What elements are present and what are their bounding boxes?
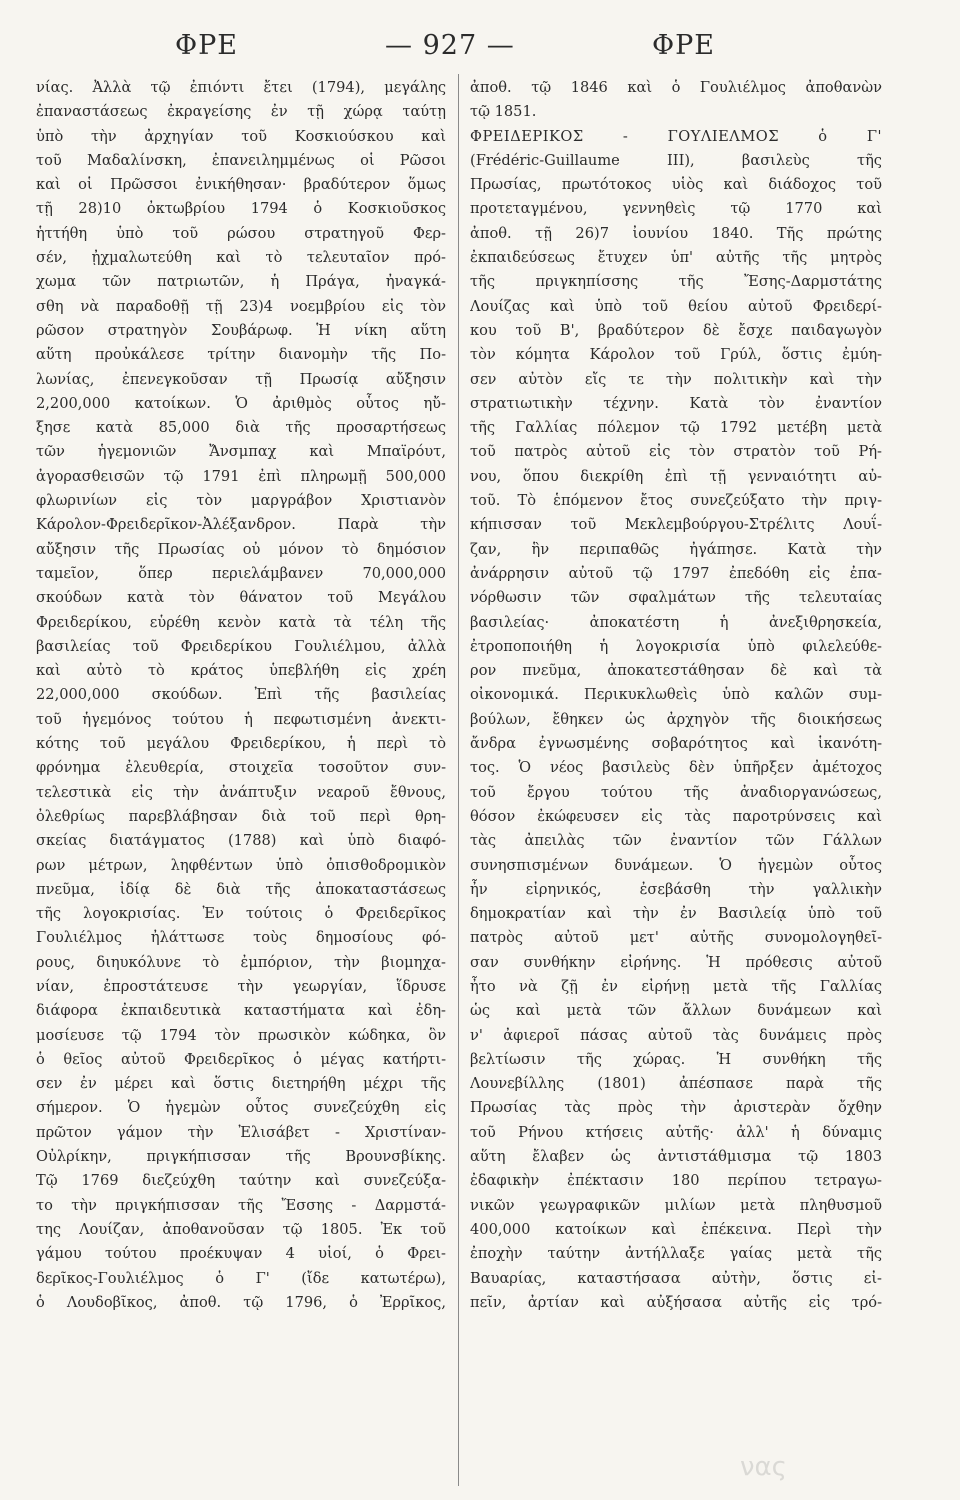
text-line: ἡττήθη ὑπὸ τοῦ ρώσου στρατηγοῦ Φερ- [36, 224, 446, 242]
text-line: Φρειδερίκου, εὑρέθη κενὸν κατὰ τὰ τέλη τῆς [36, 613, 446, 631]
text-line: τος. Ὁ νέος βασιλεὺς δὲν ὑπῆρξεν ἀμέτοχος [470, 759, 882, 777]
text-line: Πρωσίας, πρωτότοκος υἱὸς καὶ διάδοχος τοῦ [470, 176, 882, 194]
text-line: διάφορα ἐκπαιδευτικὰ καταστήματα καὶ ἐδη- [36, 1002, 446, 1020]
text-line: φρόνημα ἐλευθερία, στοιχεῖα τοσοῦτον συν- [36, 759, 446, 777]
watermark: νας [740, 1452, 787, 1482]
text-line: ἀγορασθεισῶν τῷ 1791 ἐπὶ πληρωμῇ 500,000 [36, 467, 446, 485]
text-line: ἀνάρρησιν αὐτοῦ τῷ 1797 ἐπεδόθη εἰς ἐπα- [470, 564, 882, 582]
text-line: τὸν κόμητα Κάρολον τοῦ Γρύλ, ὅστις ἐμύη- [470, 346, 882, 364]
text-line: σθη νὰ παραδοθῇ τῇ 23)4 νοεμβρίου εἰς τὸν [36, 297, 446, 315]
text-line: γάμου τούτου προέκυψαν 4 υἱοί, ὁ Φρει- [36, 1245, 446, 1263]
text-line: σήμερον. Ὁ ἡγεμὼν οὗτος συνεζεύχθη εἰς [36, 1099, 446, 1117]
text-line: τῆς πριγκηπίσσης τῆς Ἔσης-Δαρμστάτης [470, 273, 882, 291]
text-line: ρων μέτρων, ληφθέντων ὑπὸ ὀπισθοδρομικὸν [36, 856, 446, 874]
text-line: ἐδαφικὴν ἐπέκτασιν 180 περίπου τετραγω- [470, 1172, 882, 1190]
text-line: προτεταγμένου, γεννηθεὶς τῷ 1770 καὶ [470, 200, 882, 218]
text-line: σκείας διατάγματος (1788) καὶ ὑπὸ διαφό- [36, 832, 446, 850]
text-line: ὁ Λουδοβῖκος, ἀποθ. τῷ 1796, ὁ Ἐρρῖκος, [36, 1293, 446, 1311]
text-line: σεν ἐν μέρει καὶ ὅστις διετηρήθη μέχρι τῆς [36, 1075, 446, 1093]
text-line: ἄνδρα ἐγνωσμένης σοβαρότητος καὶ ἱκανότη- [470, 735, 882, 753]
text-line: σαν συνθήκην εἰρήνης. Ἡ πρόθεσις αὐτοῦ [470, 953, 882, 971]
text-line: Οὐλρίκην, πριγκήπισσαν τῆς Βρουνσβίκης. [36, 1148, 446, 1166]
text-line: Τῷ 1769 διεζεύχθη ταύτην καὶ συνεζεύξα- [36, 1172, 446, 1190]
text-line: βούλων, ἔθηκεν ὡς ἀρχηγὸν τῆς διοικήσεως [470, 710, 882, 728]
text-line: νόρθωσιν τῶν σφαλμάτων τῆς τελευταίας [470, 589, 882, 607]
text-line: καὶ αὐτὸ τὸ κράτος ὑπεβλήθη εἰς χρέη [36, 662, 446, 680]
text-line: Πρωσίας τὰς πρὸς τὴν ἀριστερὰν ὄχθην [470, 1099, 882, 1117]
running-header-right: ΦΡΕ [652, 30, 716, 61]
text-line: Λουίζας καὶ ὑπὸ τοῦ θείου αὐτοῦ Φρειδερί- [470, 297, 882, 315]
text-line: τῆς Γαλλίας πόλεμον τῷ 1792 μετέβη μετὰ [470, 419, 882, 437]
text-line: ρους, διηυκόλυνε τὸ ἐμπόριον, τὴν βιομηχα- [36, 953, 446, 971]
text-line: μοσίευσε τῷ 1794 τὸν πρωσικὸν κώδηκα, ὃν [36, 1026, 446, 1044]
text-line: τελεστικὰ εἰς τὴν ἀνάπτυξιν νεαροῦ ἔθνους, [36, 783, 446, 801]
left-text-column [36, 76, 446, 1486]
text-line: οἰκονομικά. Περικυκλωθεὶς ὑπὸ καλῶν συμ- [470, 686, 882, 704]
text-line: κήπισσαν τοῦ Μεκλεμβούργου-Στρέλιτς Λουΐ- [470, 516, 882, 534]
text-line: 22,000,000 σκούδων. Ἐπὶ τῆς βασιλείας [36, 686, 446, 704]
text-line: ὡς καὶ μετὰ τῶν ἄλλων δυνάμεων καὶ [470, 1002, 882, 1020]
text-line: ἀποθ. τῷ 1846 καὶ ὁ Γουλιέλμος ἀποθανὼν [470, 79, 882, 96]
text-line: νου, ὅπου διεκρίθη ἐπὶ τῇ γενναιότητι αὐ- [470, 467, 882, 485]
page-number: — 927 — [385, 30, 515, 61]
text-line: αὕτη προὐκάλεσε τρίτην διανομὴν τῆς Πο- [36, 346, 446, 364]
text-line: πατρὸς αὐτοῦ μετ' αὐτῆς συνομολογηθεῖ- [470, 929, 882, 947]
text-line: τοῦ πατρὸς αὐτοῦ εἰς τὸν στρατὸν τοῦ Ρή- [470, 443, 882, 461]
text-line: αὔξησιν τῆς Πρωσίας οὐ μόνον τὸ δημόσιον [36, 540, 446, 558]
text-line: πεῖν, ἀρτίαν καὶ αὐξήσασα αὐτῆς εἰς τρό- [470, 1293, 882, 1311]
text-line: δημοκρατίαν καὶ τὴν ἐν Βασιλείᾳ ὑπὸ τοῦ [470, 905, 882, 923]
text-line: Γουλιέλμος ἠλάττωσε τοὺς δημοσίους φό- [36, 929, 446, 947]
text-line: ἐπαναστάσεως ἐκραγείσης ἐν τῇ χώρᾳ ταύτῃ [36, 103, 446, 121]
text-line: ἀποθ. τῇ 26)7 ἰουνίου 1840. Τῆς πρώτης [470, 224, 882, 242]
text-line: ὁ θεῖος αὐτοῦ Φρειδερῖκος ὁ μέγας κατήρτι- [36, 1050, 446, 1068]
text-line: ζαν, ἣν περιπαθῶς ἠγάπησε. Κατὰ τὴν [470, 540, 882, 558]
text-line: χωμα τῶν πατριωτῶν, ἡ Πράγα, ἠναγκά- [36, 273, 446, 291]
text-line: νικῶν γεωγραφικῶν μιλίων μετὰ πληθυσμοῦ [470, 1196, 882, 1214]
text-line: σεν αὐτὸν εἴς τε τὴν πολιτικὴν καὶ τὴν [470, 370, 882, 388]
text-line: ὑπὸ τὴν ἀρχηγίαν τοῦ Κοσκιούσκου καὶ [36, 127, 446, 145]
text-line: (Frédéric-Guillaume III), βασιλεὺς τῆς [470, 151, 882, 169]
running-header-left: ΦΡΕ [175, 30, 239, 61]
text-line: ν' ἀφιεροῖ πάσας αὐτοῦ τὰς δυνάμεις πρὸς [470, 1026, 882, 1044]
text-line: τοῦ Ρήνου κτήσεις αὐτῆς· ἀλλ' ἡ δύναμις [470, 1123, 882, 1141]
text-line: στρατιωτικὴν τέχνην. Κατὰ τὸν ἐναντίον [470, 394, 882, 412]
text-line: βασιλείας· ἀποκατέστη ἡ ἀνεξιθρησκεία, [470, 613, 882, 631]
text-line: τῇ 28)10 ὀκτωβρίου 1794 ὁ Κοσκιοῦσκος [36, 200, 446, 218]
text-line: ἦτο νὰ ζῇ ἐν εἰρήνῃ μετὰ τῆς Γαλλίας [470, 977, 882, 995]
text-line: νίαν, ἐπροστάτευσε τὴν γεωργίαν, ἵδρυσε [36, 977, 446, 995]
text-line: καὶ οἱ Πρῶσσοι ἐνικήθησαν· βραδύτερον ὅμως [36, 176, 446, 194]
text-line: τοῦ ἡγεμόνος τούτου ἡ πεφωτισμένη ἀνεκτι- [36, 710, 446, 728]
text-line: τοῦ ἔργου τούτου τῆς ἀναδιοργανώσεως, [470, 783, 882, 801]
text-line: ρῶσον στρατηγὸν Σουβάρωφ. Ἡ νίκη αὕτη [36, 321, 446, 339]
text-line: φλωρινίων εἰς τὸν μαργράβον Χριστιανὸν [36, 492, 446, 510]
text-line: 2,200,000 κατοίκων. Ὁ ἀριθμὸς οὗτος ηὔ- [36, 394, 446, 412]
text-line: ΦΡΕΙΔΕΡΙΚΟΣ - ΓΟΥΛΙΕΛΜΟΣ ὁ Γ' [470, 127, 882, 145]
text-line: σέν, ᾐχμαλωτεύθη καὶ τὸ τελευταῖον πρό- [36, 249, 446, 267]
text-line: λωνίας, ἐπενεγκοῦσαν τῇ Πρωσίᾳ αὔξησιν [36, 370, 446, 388]
text-line: τοῦ Μαδαλίνσκη, ἐπανειλημμένως οἱ Ρῶσοι [36, 151, 446, 169]
text-line: ἐποχὴν ταύτην ἀντήλλαξε γαίας μετὰ τῆς [470, 1245, 882, 1263]
right-text-column [470, 76, 882, 1486]
text-line: βελτίωσιν τῆς χώρας. Ἡ συνθήκη τῆς [470, 1050, 882, 1068]
text-line: ἦν εἰρηνικός, ἐσεβάσθη τὴν γαλλικὴν [470, 880, 882, 898]
column-divider [458, 74, 459, 1486]
text-line: νίας. Ἀλλὰ τῷ ἐπιόντι ἔτει (1794), μεγάλης [36, 79, 446, 96]
text-line: κου τοῦ Β', βραδύτερον δὲ ἔσχε παιδαγωγὸν [470, 321, 882, 339]
text-line: ταμεῖον, ὅπερ περιελάμβανεν 70,000,000 [36, 564, 446, 582]
text-line: πρῶτον γάμον τὴν Ἐλισάβετ - Χριστίναν- [36, 1123, 446, 1141]
text-line: Λουνεβίλλης (1801) ἀπέσπασε παρὰ τῆς [470, 1075, 882, 1093]
text-line: δερῖκος-Γουλιέλμος ὁ Γ' (ἴδε κατωτέρω), [36, 1269, 446, 1287]
text-line: ρον πνεῦμα, ἀποκατεστάθησαν δὲ καὶ τὰ [470, 662, 882, 680]
text-line: της Λουίζαν, ἀποθανοῦσαν τῷ 1805. Ἐκ τοῦ [36, 1220, 446, 1238]
text-line: ὀλεθρίως παρεβλάβησαν διὰ τοῦ περὶ θρη- [36, 807, 446, 825]
text-line: Βαυαρίας, καταστήσασα αὐτὴν, ὅστις εἰ- [470, 1269, 882, 1287]
text-line: τῶν ἡγεμονιῶν Ἄνσμπαχ καὶ Μπαϊρόυτ, [36, 443, 446, 461]
text-line: τοῦ. Τὸ ἑπόμενον ἔτος συνεζεύξατο τὴν πριγ- [470, 492, 882, 510]
text-line: ἐτροποποιήθη ἡ λογοκρισία ὑπὸ φιλελεύθε- [470, 637, 882, 655]
text-line: σκούδων κατὰ τὸν θάνατον τοῦ Μεγάλου [36, 589, 446, 607]
text-line: τῷ 1851. [470, 103, 537, 121]
text-line: Κάρολον-Φρειδερῖκον-Ἀλέξανδρον. Παρὰ τὴν [36, 516, 446, 534]
text-line: ἐκπαιδεύσεως ἔτυχεν ὑπ' αὐτῆς τῆς μητρὸς [470, 249, 882, 267]
text-line: ξησε κατὰ 85,000 διὰ τῆς προσαρτήσεως [36, 419, 446, 437]
text-line: τὰς ἀπειλὰς τῶν ἐναντίον τῶν Γάλλων [470, 832, 882, 850]
text-line: 400,000 κατοίκων καὶ ἐπέκεινα. Περὶ τὴν [470, 1220, 882, 1238]
text-line: θόσον ἐκώφευσεν εἰς τὰς παροτρύνσεις καὶ [470, 807, 882, 825]
text-line: αὕτη ἔλαβεν ὡς ἀντιστάθμισμα τῷ 1803 [470, 1148, 882, 1166]
text-line: το τὴν πριγκήπισσαν τῆς Ἔσσης - Δαρμστά- [36, 1196, 446, 1214]
text-line: βασιλείας τοῦ Φρειδερίκου Γουλιέλμου, ἀλλὰ [36, 637, 446, 655]
text-line: πνεῦμα, ἰδίᾳ δὲ διὰ τῆς ἀποκαταστάσεως [36, 880, 446, 898]
text-line: κότης τοῦ μεγάλου Φρειδερίκου, ἡ περὶ τὸ [36, 735, 446, 753]
text-line: τῆς λογοκρισίας. Ἐν τούτοις ὁ Φρειδερῖκος [36, 905, 446, 923]
text-line: συνησπισμένων δυνάμεων. Ὁ ἡγεμὼν οὗτος [470, 856, 882, 874]
